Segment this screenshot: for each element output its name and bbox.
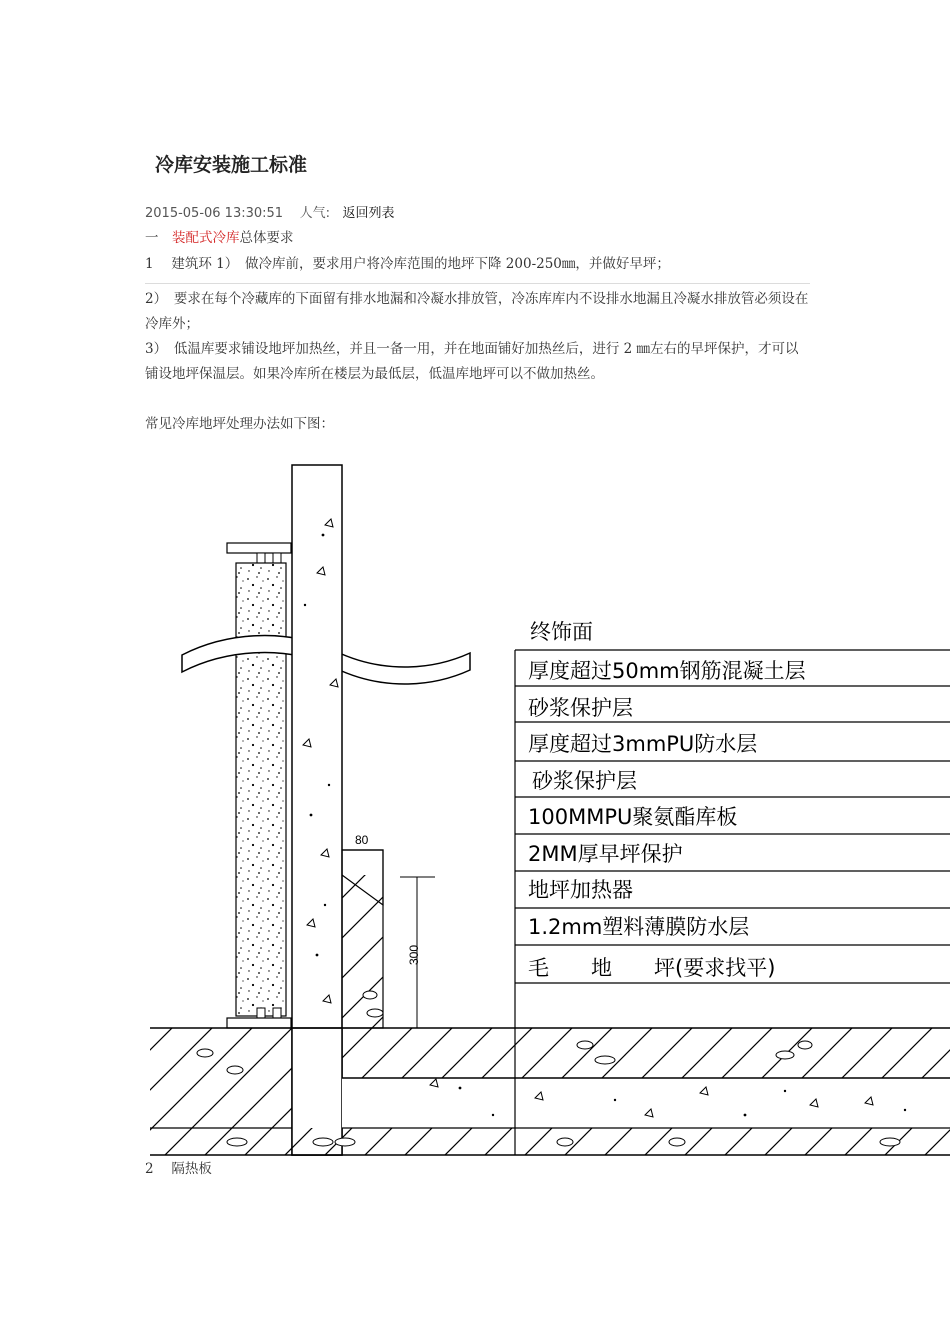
- layer-label-screed: 2MM厚早坪保护: [528, 842, 683, 866]
- ground-slab-bottom: [150, 1128, 950, 1155]
- ground-slab-top: [150, 1028, 950, 1078]
- dim-height-label: 300: [407, 944, 421, 965]
- layer-label-mortar-1: 砂浆保护层: [528, 696, 633, 720]
- layer-label-film: 1.2mm塑料薄膜防水层: [528, 915, 750, 939]
- section-heading-1: [145, 226, 294, 246]
- layer-label-pu-waterproof: 厚度超过3mmPU防水层: [528, 732, 758, 756]
- divider: [145, 283, 810, 284]
- publish-date: 2015-05-06 13:30:51: [145, 206, 284, 221]
- layer-label-pu-board: 100MMPU聚氨酯库板: [528, 805, 738, 829]
- requirement-item-1: 1 建筑环 1） 做冷库前，要求用户将冷库范围的地坪下降 200-250㎜，并做好早坪；: [145, 256, 670, 272]
- section-number: 一: [145, 230, 172, 246]
- requirement-item-2: 2） 要求在每个冷藏库的下面留有排水地漏和冷凝水排放管，冷冻库库内不设排水地漏且冷凝水排放管必须设在冷库外；: [145, 291, 809, 332]
- back-to-list-link[interactable]: 返回列表: [342, 206, 395, 221]
- floor-construction-diagram: [145, 455, 950, 1160]
- layer-label-mortar-2: 砂浆保护层: [532, 769, 637, 793]
- requirement-item-3: 3） 低温库要求铺设地坪加热丝，并且一备一用，并在地面铺好加热丝后，进行 2 ㎜左右的早坪保护，才可以铺设地坪保温层。如果冷库所在楼层为最低层，低温库地坪可以不做加热丝。: [145, 341, 799, 382]
- layer-label-concrete: 厚度超过50mm钢筋混凝土层: [528, 659, 806, 683]
- diagram-intro: 常见冷库地坪处理办法如下图：: [145, 416, 334, 432]
- wall-board-top-cap: [227, 543, 291, 553]
- section-title: 总体要求: [239, 230, 294, 246]
- article-meta: [145, 202, 394, 221]
- curb-fill: [342, 875, 383, 1028]
- layer-label-rough-floor: 毛 地 坪(要求找平): [528, 956, 776, 980]
- layer-label-finish: 终饰面: [530, 620, 593, 644]
- prefab-cold-storage-link[interactable]: 装配式冷库: [172, 230, 240, 246]
- insulated-panel: [236, 563, 286, 1016]
- layer-label-heater: 地坪加热器: [528, 878, 633, 902]
- views-label: 人气:: [299, 206, 331, 221]
- section-heading-2: 2 隔热板: [145, 1161, 212, 1177]
- dim-width-label: 80: [355, 833, 369, 847]
- page-title: 冷库安装施工标准: [155, 154, 308, 176]
- wall-board-bottom-cap: [227, 1018, 291, 1028]
